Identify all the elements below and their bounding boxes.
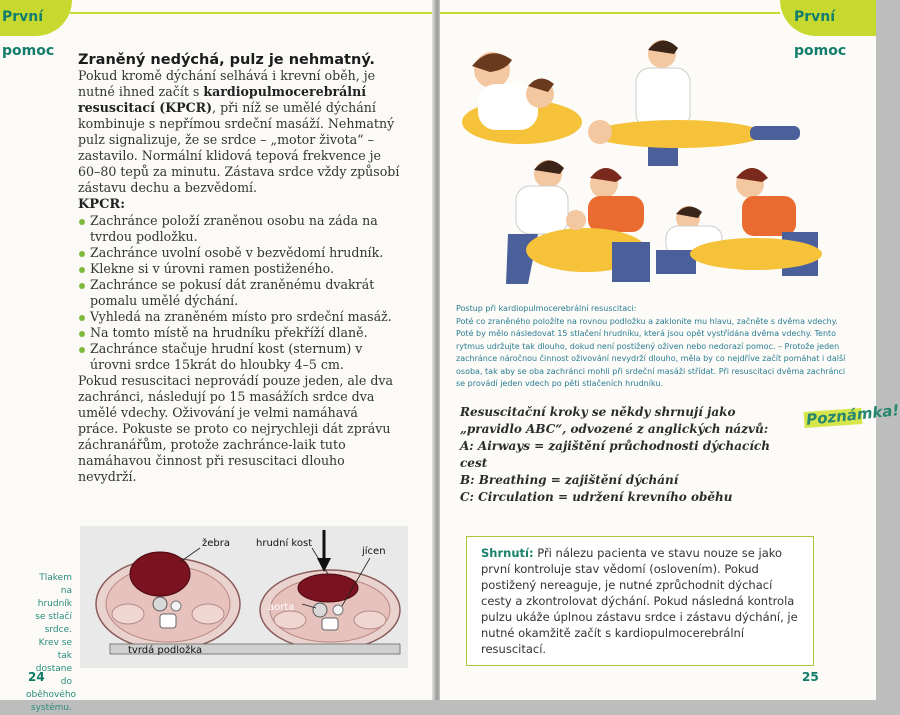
note-badge	[800, 401, 900, 432]
list-item: Na tomto místě na hrudníku překříží dlaně.	[78, 325, 400, 341]
list-item: Zachránce stačuje hrudní kost (sternum) v úrovni srdce 15krát do hloubky 4–5 cm.	[78, 341, 400, 373]
page-number-left: 24	[28, 670, 45, 684]
right-page-header: První pomoc	[780, 0, 876, 36]
cpr-scene-compression	[588, 40, 800, 166]
kpcr-heading: KPCR:	[78, 197, 126, 212]
abc-line-c: C: Circulation = udržení krevního oběhu	[460, 490, 733, 504]
label-esophagus: jícen	[362, 546, 386, 557]
summary-text: Při nálezu pacienta ve stavu nouze se jako první kontroluje stav vědomí (oslovením). Pokud postižený nereaguje, je nutné zprůchodnit dýchací cesty a zkontrolovat dýchání. Pokud následná kontrola pulzu ukáže úplnou zástavu srdce i zástavu dýchání, je nutné okamžitě začít s kardiopulmocerebrální resuscitací.	[481, 546, 798, 656]
summary-label: Shrnutí:	[481, 546, 534, 560]
header-rule	[440, 12, 780, 14]
cpr-steps-svg	[452, 36, 858, 294]
closing-paragraph: Pokud resuscitaci neprovádí pouze jeden, ale dva zachránci, následují po 15 masážích srdce dva umělé vdechy. Oživování je velmi namáhavá práce. Pokuste se proto co nejrychleji dát zprávu záchranářům, protože zachránce-laik tuto namáhavou činnost při resuscitaci dlouho nevydrží.	[78, 373, 394, 484]
intro-text-bold: kardiopulmocerebrální resuscitací (KPCR)	[78, 84, 367, 115]
label-aorta: aorta	[268, 602, 295, 613]
list-item: Zachránce položí zraněnou osobu na záda na tvrdou podložku.	[78, 213, 400, 245]
figure-caption-title: Postup při kardiopulmocerebrální resuscitaci:	[456, 304, 637, 313]
right-page	[440, 0, 900, 700]
side-caption: Tlakem na hrudník se stlačí srdce. Krev se tak dostane do oběhového systému.	[26, 573, 77, 713]
list-item: Zachránce uvolní osobě v bezvědomí hrudník.	[78, 245, 400, 261]
label-ribs: žebra	[202, 538, 230, 549]
cpr-scene-breath	[462, 52, 582, 144]
abc-line-a: A: Airways = zajištění průchodnosti dýchacích cest	[460, 439, 770, 470]
section-heading: Zraněný nedýchá, pulz je nehmatný.	[78, 52, 375, 68]
note-badge-label: Poznámka!	[805, 401, 900, 429]
chest-cross-section-svg	[80, 526, 408, 668]
abc-rule-block	[460, 404, 800, 506]
cpr-scene-two-rescuers	[506, 160, 650, 284]
intro-text-a: Pokud kromě dýchání selhává i krevní oběh, je nutné ihned začít s	[78, 68, 376, 99]
left-text-column	[78, 52, 400, 485]
list-item: Klekne si v úrovni ramen postiženého.	[78, 261, 400, 277]
list-item: Vyhledá na zraněném místo pro srdeční masáž.	[78, 309, 400, 325]
kpcr-steps-list	[78, 213, 400, 373]
summary-box	[466, 536, 814, 666]
page-number-right: 25	[802, 670, 819, 684]
figure-caption-body: Poté co zraněného položíte na rovnou podložku a zaklonite mu hlavu, začněte s dvěma vdechy. Poté by mělo následovat 15 stlačení hrudníku, která jsou opět vystřídána dvěma vdechy. Tento rytmus udržujte tak dlouho, dokud není postižený oživen nebo nedorazí pomoc. – Protože jeden zachránce náročnou činnost oživování nevydrží dlouho, měla by co nejdříve začít pomáhat i další osoba, tak aby se oba zachránci mohli při srdeční masáži střídat. Při resuscitaci dvěma zachránci se provádí jeden vdech po pěti stlačeních hrudníku.	[456, 316, 846, 388]
cpr-illustration	[452, 36, 858, 294]
list-item: Zachránce se pokusí dát zraněnému dvakrát pomalu umělé dýchání.	[78, 277, 400, 309]
torso-section-normal	[96, 552, 240, 650]
abc-intro: Resuscitační kroky se někdy shrnují jako „pravidlo ABC“, odvozené z anglických názvů:	[460, 405, 769, 436]
header-rule	[70, 12, 434, 14]
intro-paragraph	[78, 52, 400, 196]
left-page	[0, 0, 434, 713]
intro-text-b: , při níž se umělé dýchání kombinuje s nepřímou srdeční masáží. Nehmatný pulz signalizuje, že se srdce – „motor života“ – zastavilo. Normální klidová tepová frekvence je 60–80 tepů za minutu. Zástava srdce vždy způsobí zástavu dechu a bezvědomí.	[78, 100, 400, 195]
cpr-scene-alternating	[656, 168, 822, 276]
label-hard-surface: tvrdá podložka	[128, 645, 203, 656]
chest-compression-diagram	[80, 526, 408, 668]
abc-line-b: B: Breathing = zajištění dýchání	[460, 473, 679, 487]
left-page-header: První pomoc	[0, 0, 72, 36]
figure-caption	[456, 303, 852, 391]
label-sternum: hrudní kost	[256, 538, 313, 549]
